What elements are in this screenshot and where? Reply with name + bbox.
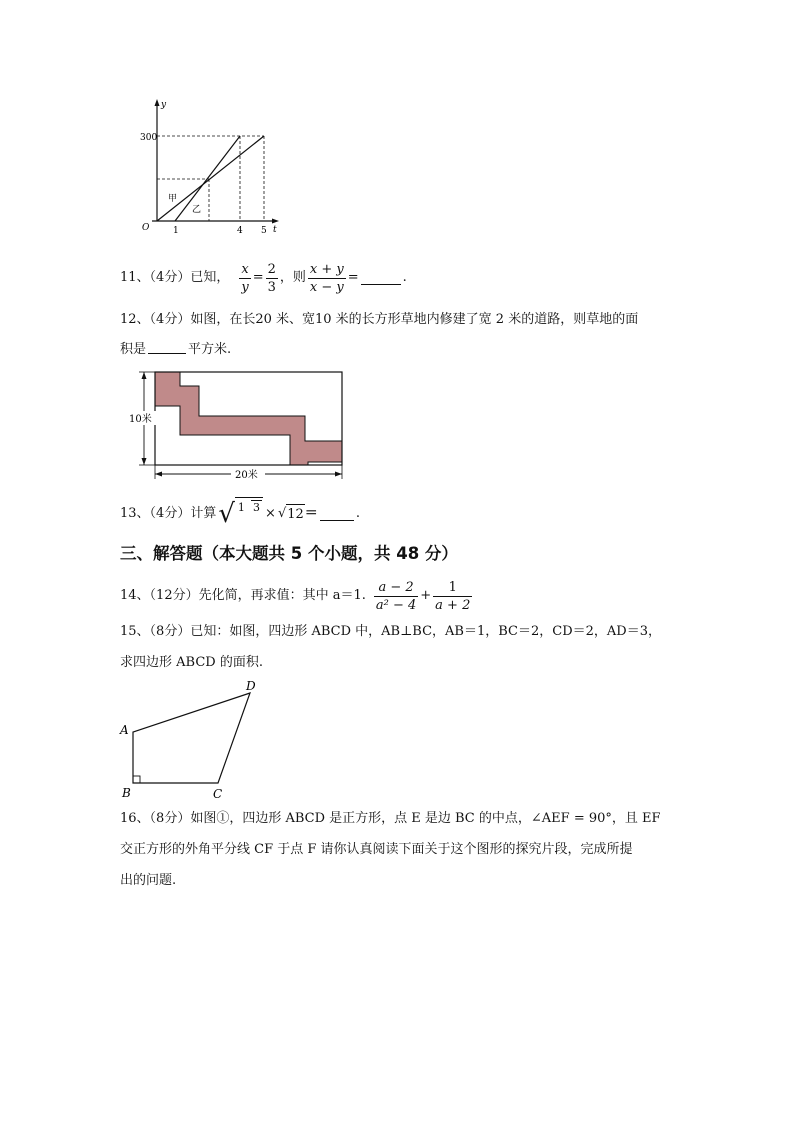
q14-text: 14、（12分）先化简，再求值：其中 a＝1. [120, 588, 366, 603]
width-label: 20米 [235, 470, 258, 481]
y-tick-300: 300 [140, 133, 158, 143]
question-11 [120, 258, 407, 298]
q12-answer-blank[interactable] [148, 340, 186, 354]
y-axis-label: y [161, 100, 167, 110]
x-tick-5: 5 [261, 226, 267, 236]
q14-plus: + [420, 588, 432, 603]
q11-equals: = [252, 270, 264, 285]
q13-equals: ＝ [304, 506, 318, 521]
q14-fraction-1 [374, 579, 418, 614]
question-12-line1: 12、（4分）如图，在长20 米、宽10 米的长方形草地内修建了宽 2 米的道路，则草地的面 [120, 312, 639, 327]
origin-label: O [142, 223, 150, 233]
section-3-title: 三、解答题（本大题共 5 个小题，共 48 分） [120, 544, 458, 563]
q11-answer-blank[interactable] [361, 271, 401, 285]
q11-frac3-num: x + y [309, 261, 344, 277]
line-yi [175, 136, 240, 221]
quadrilateral-abcd-figure [112, 676, 272, 804]
label-C: C [213, 787, 223, 801]
line-graph-figure [130, 95, 290, 240]
q11-middle: ，则 [279, 270, 306, 285]
width-dim-arrow-right [335, 472, 342, 477]
question-16-line2: 交正方形的外角平分线 CF 于点 F 请你认真阅读下面关于这个图形的探究片段，完成所提 [120, 842, 633, 857]
lawn-road-figure [125, 366, 350, 484]
line-jia [157, 136, 264, 221]
quadrilateral-abcd [133, 693, 250, 783]
height-dim-arrow-top [142, 372, 147, 379]
q13-end: . [355, 506, 360, 521]
question-15-line2: 求四边形 ABCD 的面积. [120, 655, 263, 670]
q14-frac2-den: a + 2 [435, 597, 471, 613]
right-angle-mark [133, 776, 140, 783]
q13-answer-blank[interactable] [320, 507, 354, 521]
q13-sqrt2-value: 12 [286, 504, 305, 525]
x-axis-label: t [273, 225, 277, 235]
width-dim-arrow-left [155, 472, 162, 477]
q11-fraction-x-over-y [239, 261, 250, 296]
q11-frac1-num: x [241, 261, 249, 277]
height-dim-arrow-bottom [142, 458, 147, 465]
y-axis-arrow [155, 99, 160, 106]
q11-frac1-den: y [241, 279, 249, 295]
x-tick-1: 1 [173, 226, 179, 236]
q11-frac2-den: 3 [267, 279, 276, 295]
x-axis-arrow [272, 219, 279, 224]
q14-frac2-num: 1 [448, 579, 457, 595]
label-B: B [122, 786, 131, 800]
q14-fraction-2 [433, 579, 472, 614]
q11-frac2-num: 2 [267, 261, 276, 277]
q13-radical-sign-1: √ [218, 499, 235, 529]
q11-fraction-sum-over-diff [308, 261, 346, 296]
road-shape [155, 372, 342, 465]
q11-prefix: 11、（4分）已知， [120, 270, 230, 285]
question-13 [120, 494, 360, 534]
label-A: A [120, 723, 129, 737]
q12-line2-suffix: 平方米. [188, 342, 232, 357]
height-label: 10米 [129, 414, 152, 425]
x-tick-4: 4 [237, 226, 243, 236]
question-12-line2 [120, 340, 231, 360]
q13-radical-sign-2: √ [277, 506, 287, 521]
q13-sqrt1-den: 3 [253, 501, 261, 514]
q14-frac1-num: a − 2 [378, 579, 414, 595]
line-jia-label: 甲 [168, 194, 178, 204]
line-yi-label: 乙 [192, 205, 202, 215]
q11-equals-2: = [347, 270, 359, 285]
q13-sqrt1-fraction [235, 497, 263, 531]
question-15-line1: 15、（8分）已知：如图，四边形 ABCD 中，AB⊥BC，AB＝1，BC＝2，CD＝2，AD＝3， [120, 624, 661, 639]
q11-frac3-den: x − y [309, 279, 344, 295]
label-D: D [246, 679, 256, 693]
question-14 [120, 576, 474, 616]
q13-times: × [265, 506, 276, 521]
q11-fraction-2-over-3 [266, 261, 278, 296]
q11-end: . [402, 270, 407, 285]
q14-frac1-den: a² − 4 [375, 597, 417, 613]
q13-sqrt-one-third [218, 497, 263, 531]
question-16-line3: 出的问题. [120, 873, 177, 888]
q13-prefix: 13、（4分）计算 [120, 506, 217, 521]
q13-sqrt1-num: 1 [237, 501, 245, 514]
question-16-line1: 16、（8分）如图①，四边形 ABCD 是正方形，点 E 是边 BC 的中点，∠AEF = 90°，且 EF [120, 811, 661, 826]
q12-line2-prefix: 积是 [120, 342, 147, 357]
